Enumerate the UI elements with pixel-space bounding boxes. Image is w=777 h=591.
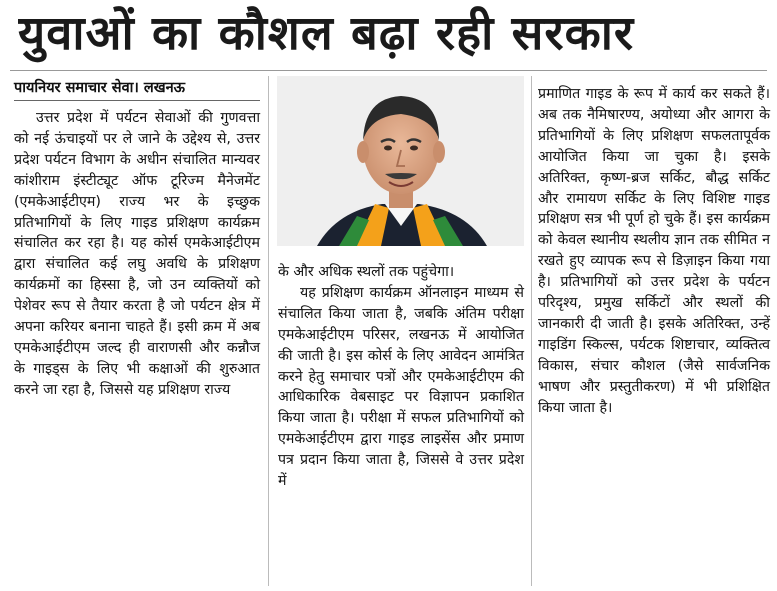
paragraph: के और अधिक स्थलों तक पहुंचेगा। (278, 264, 455, 280)
paragraph: यह प्रशिक्षण कार्यक्रम ऑनलाइन माध्यम से संचालित किया जाता है, जबकि अंतिम परीक्षा एमकेआईटीएम परिसर, लखनऊ में आयोजित की जाती है। इस कोर्स के लिए आवेदन आमंत्रित करने हेतु समाचार पत्रों और एमकेआईटीएम की आधिकारिक वेबसाइट पर विज्ञापन प्रकाशित किया जाता है। परीक्षा में सफल प्रतिभागियों को एमकेआईटीएम द्वारा गाइड लाइसेंस और प्रमाण पत्र प्रदान किया जाता है, जिससे वे उत्तर प्रदेश में (278, 284, 524, 490)
byline-rule (14, 100, 260, 101)
article-column-3 (538, 84, 770, 419)
article-column-2 (278, 262, 524, 492)
paragraph: प्रमाणित गाइड के रूप में कार्य कर सकते हैं। अब तक नैमिषारण्य, अयोध्या और आगरा के प्रतिभागियों के लिए प्रशिक्षण सफलतापूर्वक आयोजित किया जा चुका है। इसके अतिरिक्त, कृष्ण-ब्रज सर्किट, बौद्ध सर्किट और रामायण सर्किट के लिए विशिष्ट गाइड प्रशिक्षण सत्र भी पूर्ण हो चुके हैं। इस कार्यक्रम को केवल स्थानीय स्थलीय ज्ञान तक सीमित न रखते हुए व्यापक रूप से डिज़ाइन किया गया है। प्रतिभागियों को उत्तर प्रदेश के पर्यटन परिदृश्य, प्रमुख सर्किटों और स्थलों की जानकारी दी जाती है। इसके अतिरिक्त, उन्हें गाइडिंग स्किल्स, पर्यटक शिष्टाचार, व्यक्तित्व विकास, संचार कौशल (जैसे सार्वजनिक भाषण और प्रस्तुतीकरण) में भी प्रशिक्षित किया जाता है। (538, 86, 770, 416)
article-column-1 (14, 108, 260, 401)
portrait-illustration (277, 76, 524, 246)
column-divider (268, 76, 269, 586)
portrait-photo (277, 76, 524, 246)
headline-rule (10, 70, 767, 71)
byline: पायनियर समाचार सेवा। लखनऊ (14, 80, 186, 96)
headline: युवाओं का कौशल बढ़ा रही सरकार (18, 6, 635, 61)
column-divider (531, 76, 532, 586)
paragraph: उत्तर प्रदेश में पर्यटन सेवाओं की गुणवत्ता को नई ऊंचाइयों पर ले जाने के उद्देश्य से, उत्तर प्रदेश पर्यटन विभाग के अधीन संचालित मान्यवर कांशीराम इंस्टीट्यूट ऑफ टूरिज्म मैनेजमेंट (एमकेआईटीएम) राज्य भर के इच्छुक प्रतिभागियों के लिए गाइड प्रशिक्षण कार्यक्रम संचालित कर रहा है। यह कोर्स एमकेआईटीएम द्वारा संचालित कई लघु अवधि के प्रशिक्षण कार्यक्रमों का हिस्सा है, जो उन व्यक्तियों को पेशेवर रूप से तैयार करता है जो पर्यटन क्षेत्र में अपना करियर बनाना चाहते हैं। इसी क्रम में अब एमकेआईटीएम जल्द ही वाराणसी और कन्नौज के गाइड्स के लिए भी कक्षाओं की शुरुआत करने जा रहा है, जिससे यह प्रशिक्षण राज्य (14, 110, 260, 398)
